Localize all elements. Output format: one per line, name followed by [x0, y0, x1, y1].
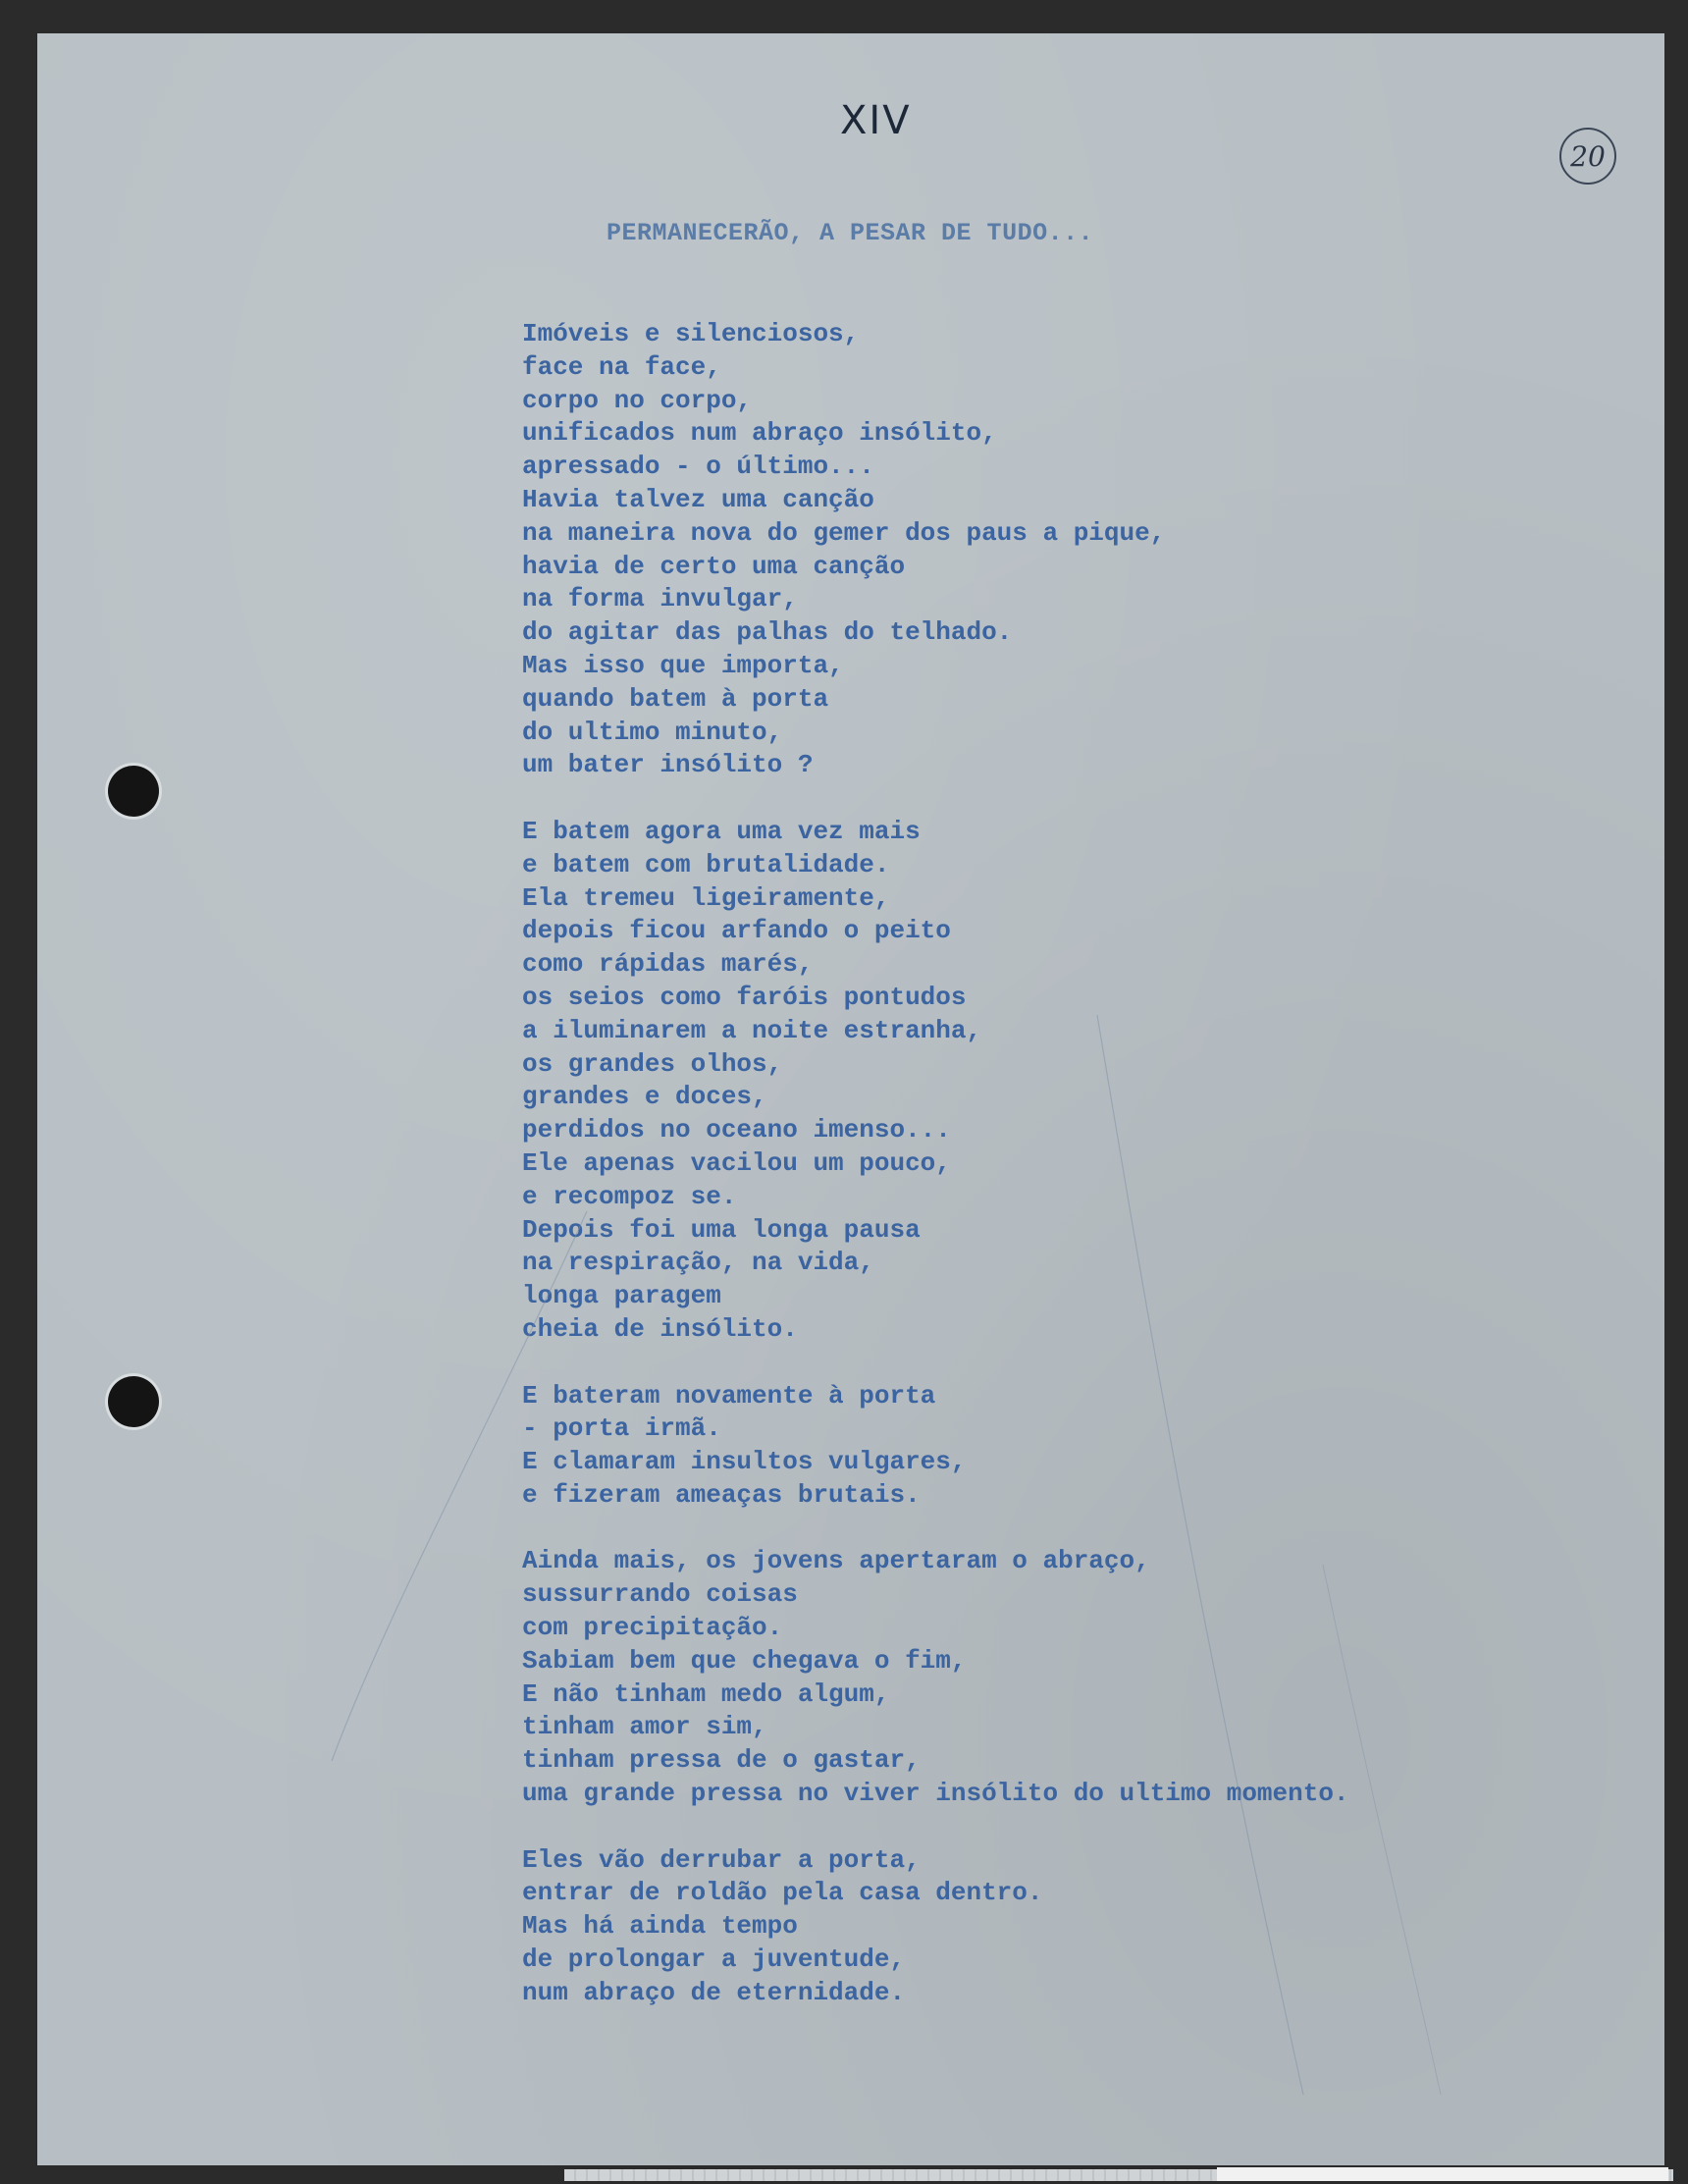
poem-line: do ultimo minuto,: [522, 717, 783, 747]
stanza-break: [522, 782, 1503, 816]
stanza-break: [522, 1513, 1503, 1546]
poem-line: e batem com brutalidade.: [522, 849, 890, 879]
poem-line: sussurrando coisas: [522, 1579, 798, 1610]
poem-line: como rápidas marés,: [522, 949, 814, 980]
punch-hole: [108, 766, 159, 817]
poem-line: do agitar das palhas do telhado.: [522, 617, 1013, 648]
poem-line: com precipitação.: [522, 1613, 783, 1643]
poem-line: os grandes olhos,: [522, 1048, 783, 1079]
page-number-circled: [1559, 128, 1616, 185]
poem-line: na forma invulgar,: [522, 584, 798, 614]
poem-line: perdidos no oceano imenso...: [522, 1115, 951, 1145]
poem-line: havia de certo uma canção: [522, 551, 906, 581]
poem-line: depois ficou arfando o peito: [522, 916, 951, 946]
poem-line: Imóveis e silenciosos,: [522, 319, 860, 348]
punch-hole: [108, 1376, 159, 1427]
stanza-break: [522, 1347, 1503, 1380]
poem-line: e recompoz se.: [522, 1181, 737, 1211]
poem-line: corpo no corpo,: [522, 385, 753, 415]
poem-line: a iluminarem a noite estranha,: [522, 1015, 982, 1045]
poem-line: quando batem à porta: [522, 683, 829, 714]
poem-body: [522, 318, 1503, 2010]
poem-line: Eles vão derrubar a porta,: [522, 1844, 921, 1875]
poem-line: de prolongar a juventude,: [522, 1944, 906, 1975]
poem-line: os seios como faróis pontudos: [522, 982, 967, 1012]
stanza-break: [522, 1811, 1503, 1844]
poem-line: Mas há ainda tempo: [522, 1911, 798, 1942]
poem-line: na maneira nova do gemer dos paus a pique,: [522, 517, 1166, 548]
folio-roman-numeral: XIV: [840, 98, 912, 143]
poem-line: Ela tremeu ligeiramente,: [522, 882, 890, 913]
poem-line: Ele apenas vacilou um pouco,: [522, 1147, 951, 1178]
poem-line: tinham pressa de o gastar,: [522, 1745, 921, 1776]
poem-line: Ainda mais, os jovens apertaram o abraço,: [522, 1546, 1150, 1576]
poem-line: longa paragem: [522, 1281, 721, 1311]
poem-line: E clamaram insultos vulgares,: [522, 1447, 967, 1477]
poem-line: E bateram novamente à porta: [522, 1380, 936, 1411]
document-page: [37, 33, 1664, 2165]
poem-line: grandes e doces,: [522, 1082, 767, 1112]
poem-line: uma grande pressa no viver insólito do ultimo momento.: [522, 1779, 1349, 1809]
poem-title: PERMANECERÃO, A PESAR DE TUDO...: [607, 219, 1094, 247]
poem-line: apressado - o último...: [522, 452, 874, 482]
poem-line: Havia talvez uma canção: [522, 484, 874, 514]
poem-line: e fizeram ameaças brutais.: [522, 1479, 921, 1510]
scan-edge-strip-end: [1217, 2167, 1668, 2181]
poem-line: Depois foi uma longa pausa: [522, 1214, 921, 1245]
poem-line: Mas isso que importa,: [522, 650, 844, 680]
poem-line: - porta irmã.: [522, 1413, 721, 1444]
page-number: 20: [1570, 139, 1606, 173]
poem-line: unificados num abraço insólito,: [522, 418, 997, 449]
poem-line: tinham amor sim,: [522, 1712, 767, 1742]
poem-line: um bater insólito ?: [522, 750, 814, 780]
poem-line: cheia de insólito.: [522, 1313, 798, 1344]
poem-line: face na face,: [522, 351, 721, 382]
poem-line: num abraço de eternidade.: [522, 1977, 906, 2007]
poem-line: E não tinham medo algum,: [522, 1678, 890, 1709]
poem-line: na respiração, na vida,: [522, 1248, 874, 1278]
poem-line: entrar de roldão pela casa dentro.: [522, 1878, 1043, 1908]
poem-line: E batem agora uma vez mais: [522, 816, 921, 846]
poem-line: Sabiam bem que chegava o fim,: [522, 1645, 967, 1676]
